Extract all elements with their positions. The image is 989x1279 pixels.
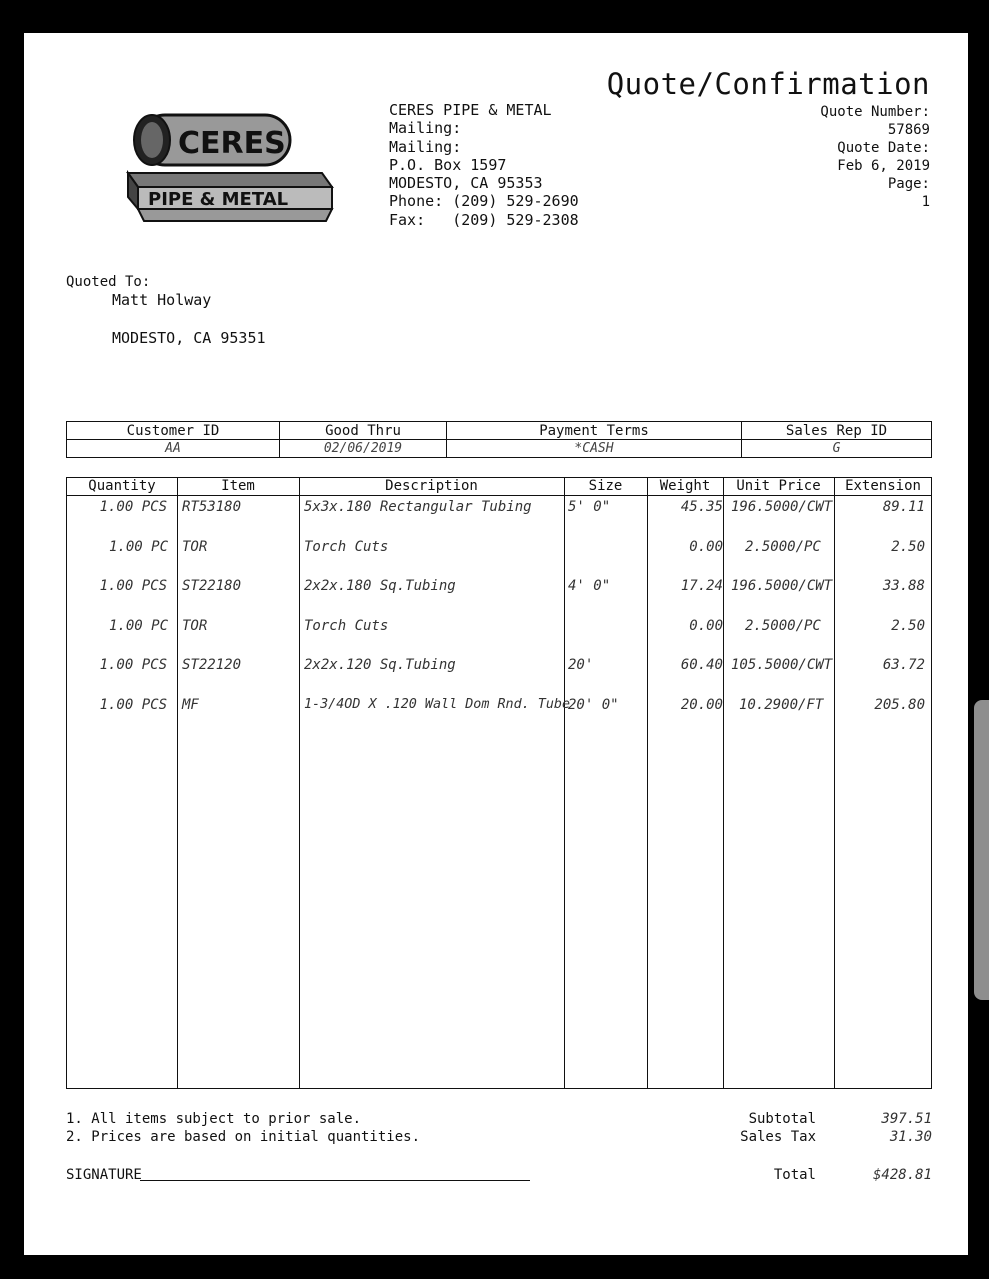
total-value: $428.81 xyxy=(872,1167,932,1183)
note-item: 2. Prices are based on initial quantities. xyxy=(66,1129,421,1145)
cell-item: MF xyxy=(182,697,199,713)
table-row xyxy=(67,618,931,638)
cell-description: 5x3x.180 Rectangular Tubing xyxy=(304,499,532,515)
company-mailing-2: Mailing: xyxy=(389,137,462,156)
column-divider xyxy=(564,478,565,1088)
col-header-extension: Extension xyxy=(845,478,921,494)
cell-unit-price: 196.5000/CWT xyxy=(731,499,833,515)
cell-description: 2x2x.180 Sq.Tubing xyxy=(304,578,456,594)
quote-number-label: Quote Number: xyxy=(820,104,930,120)
table-row xyxy=(67,499,931,519)
subtotal-label: Subtotal xyxy=(748,1111,816,1127)
table-row xyxy=(67,657,931,677)
col-header-description: Description xyxy=(385,478,478,494)
cell-unit-price: 2.5000/PC xyxy=(745,618,821,634)
company-mailing-1: Mailing: xyxy=(389,119,462,138)
cell-quantity: 1.00 PCS xyxy=(99,697,167,713)
column-divider xyxy=(723,478,724,1088)
sales-tax-label: Sales Tax xyxy=(740,1129,816,1145)
quoted-to-city: MODESTO, CA 95351 xyxy=(112,329,266,347)
subtotal-value: 397.51 xyxy=(881,1111,932,1127)
scrollbar-handle[interactable] xyxy=(974,700,989,1000)
cell-extension: 33.88 xyxy=(882,578,925,594)
cell-quantity: 1.00 PCS xyxy=(99,499,167,515)
signature-line xyxy=(140,1180,530,1181)
quoted-to-name: Matt Holway xyxy=(112,291,212,309)
cell-quantity: 1.00 PC xyxy=(109,618,169,634)
cell-size: 5' 0" xyxy=(568,499,611,515)
quote-header-table xyxy=(66,421,932,458)
cell-weight: 20.00 xyxy=(680,697,723,713)
signature-label: SIGNATURE xyxy=(66,1167,142,1183)
cell-unit-price: 10.2900/FT xyxy=(739,697,824,713)
header-label-payment-terms: Payment Terms xyxy=(447,422,742,440)
company-block xyxy=(389,101,579,229)
sales-tax-value: 31.30 xyxy=(889,1129,932,1145)
cell-extension: 2.50 xyxy=(891,539,925,555)
cell-extension: 89.11 xyxy=(882,499,925,515)
cell-description: Torch Cuts xyxy=(304,618,389,634)
cell-unit-price: 2.5000/PC xyxy=(745,539,821,555)
cell-item: ST22120 xyxy=(182,657,242,673)
cell-extension: 2.50 xyxy=(891,618,925,634)
cell-item: RT53180 xyxy=(182,499,242,515)
cell-extension: 63.72 xyxy=(882,657,925,673)
column-divider xyxy=(177,478,178,1088)
cell-description: Torch Cuts xyxy=(304,539,389,555)
header-value-sales-rep: G xyxy=(742,440,932,458)
table-row xyxy=(67,539,931,559)
cell-unit-price: 196.5000/CWT xyxy=(731,578,833,594)
cell-size: 20' xyxy=(568,657,594,673)
cell-item: ST22180 xyxy=(182,578,242,594)
col-header-weight: Weight xyxy=(659,478,711,494)
cell-quantity: 1.00 PC xyxy=(109,539,169,555)
logo-text-ceres: CERES xyxy=(178,126,286,161)
note-item: 1. All items subject to prior sale. xyxy=(66,1111,362,1127)
header-label-good-thru: Good Thru xyxy=(280,422,447,440)
quoted-to-label: Quoted To: xyxy=(66,274,151,290)
company-name: CERES PIPE & METAL xyxy=(389,101,552,119)
page-label: Page: xyxy=(887,176,930,192)
quote-number: 57869 xyxy=(887,122,930,138)
col-header-quantity: Quantity xyxy=(88,478,156,494)
total-label: Total xyxy=(773,1167,816,1183)
cell-size: 20' 0" xyxy=(568,697,619,713)
column-divider xyxy=(647,478,648,1088)
logo-text-pipe-metal: PIPE & METAL xyxy=(148,189,289,210)
column-divider xyxy=(834,478,835,1088)
table-row xyxy=(67,697,931,717)
header-label-customer-id: Customer ID xyxy=(67,422,280,440)
header-value-customer-id: AA xyxy=(67,440,280,458)
notes-block xyxy=(66,1110,420,1146)
cell-quantity: 1.00 PCS xyxy=(99,578,167,594)
column-divider xyxy=(299,478,300,1088)
company-phone: Phone: (209) 529-2690 xyxy=(389,192,579,211)
ceres-logo xyxy=(100,111,340,223)
company-fax: Fax: (209) 529-2308 xyxy=(389,210,579,229)
quote-date: Feb 6, 2019 xyxy=(837,158,930,174)
cell-weight: 60.40 xyxy=(680,657,723,673)
header-label-sales-rep: Sales Rep ID xyxy=(742,422,932,440)
cell-item: TOR xyxy=(182,539,208,555)
quote-document xyxy=(24,33,968,1255)
table-row xyxy=(67,578,931,598)
cell-description: 1-3/4OD X .120 Wall Dom Rnd. Tube xyxy=(304,697,571,712)
cell-quantity: 1.00 PCS xyxy=(99,657,167,673)
items-table xyxy=(66,477,932,1089)
cell-item: TOR xyxy=(182,618,208,634)
company-po-box: P.O. Box 1597 xyxy=(389,155,507,174)
header-value-good-thru: 02/06/2019 xyxy=(280,440,447,458)
quote-info-block xyxy=(820,103,930,211)
header-value-payment-terms: *CASH xyxy=(447,440,742,458)
cell-unit-price: 105.5000/CWT xyxy=(731,657,833,673)
document-title: Quote/Confirmation xyxy=(606,67,930,101)
col-header-unit-price: Unit Price xyxy=(736,478,821,494)
col-header-item: Item xyxy=(221,478,255,494)
col-header-size: Size xyxy=(588,478,623,494)
company-city: MODESTO, CA 95353 xyxy=(389,174,543,193)
cell-weight: 45.35 xyxy=(680,499,723,515)
cell-description: 2x2x.120 Sq.Tubing xyxy=(304,657,456,673)
page-number: 1 xyxy=(921,194,930,210)
cell-extension: 205.80 xyxy=(874,697,925,713)
cell-weight: 0.00 xyxy=(689,618,723,634)
cell-weight: 17.24 xyxy=(680,578,723,594)
cell-weight: 0.00 xyxy=(689,539,723,555)
cell-size: 4' 0" xyxy=(568,578,611,594)
quote-date-label: Quote Date: xyxy=(837,140,930,156)
